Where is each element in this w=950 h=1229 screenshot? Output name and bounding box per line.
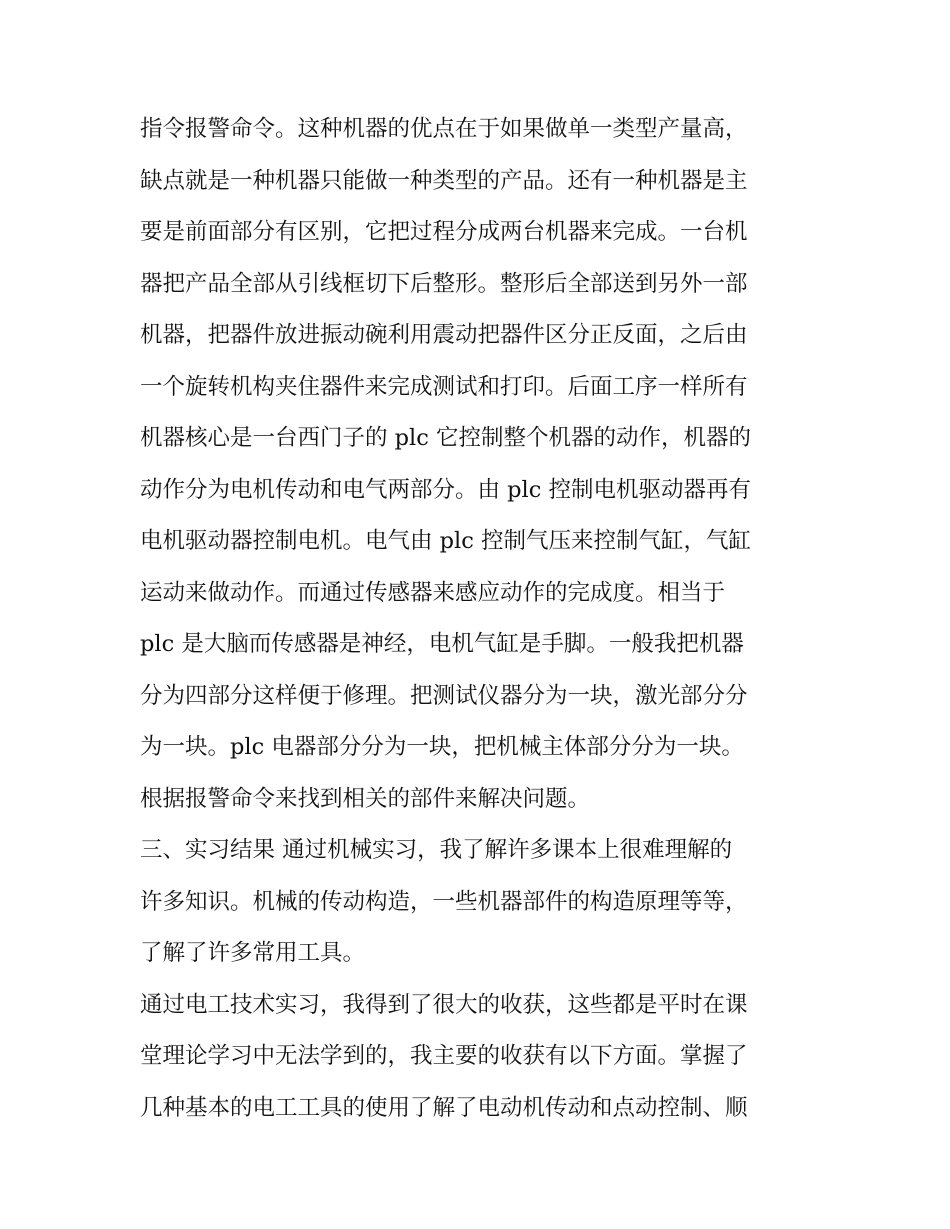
text-line: 许多知识。机械的传动构造，一些机器部件的构造原理等等， <box>140 888 748 915</box>
text-line: 为一块。plc 电器部分分为一块，把机械主体部分分为一块。 <box>140 734 744 760</box>
text-line: 机器核心是一台西门子的 plc 它控制整个机器的动作，机器的 <box>140 425 752 451</box>
text-line: 通过电工技术实习，我得到了很大的收获，这些都是平时在课 <box>140 991 748 1018</box>
text-line: 机器，把器件放进振动碗利用震动把器件区分正反面，之后由 <box>140 322 748 348</box>
text-line: 了解了许多常用工具。 <box>140 940 366 966</box>
text-line: 一个旋转机构夹住器件来完成测试和打印。后面工序一样所有 <box>140 373 748 400</box>
text-line: 器把产品全部从引线框切下后整形。整形后全部送到另外一部 <box>140 270 748 297</box>
text-line: 动作分为电机传动和电气两部分。由 plc 控制电机驱动器再有 <box>140 476 752 503</box>
section-heading-line: 三、实习结果 通过机械实习，我了解许多课本上很难理解的 <box>140 837 733 863</box>
text-line: 缺点就是一种机器只能做一种类型的产品。还有一种机器是主 <box>140 167 748 194</box>
text-line: plc 是大脑而传感器是神经，电机气缸是手脚。一般我把机器 <box>140 631 744 657</box>
text-line: 堂理论学习中无法学到的，我主要的收获有以下方面。掌握了 <box>140 1043 748 1069</box>
text-line: 要是前面部分有区别，它把过程分成两台机器来完成。一台机 <box>140 219 748 245</box>
text-line: 指令报警命令。这种机器的优点在于如果做单一类型产量高， <box>140 116 748 142</box>
text-line: 分为四部分这样便于修理。把测试仪器分为一块，激光部分分 <box>140 682 748 709</box>
text-line: 几种基本的电工工具的使用了解了电动机传动和点动控制、顺 <box>140 1094 748 1121</box>
body-text <box>140 104 820 1134</box>
text-line: 根据报警命令来找到相关的部件来解决问题。 <box>140 785 591 812</box>
text-line: 运动来做动作。而通过传感器来感应动作的完成度。相当于 <box>140 579 726 606</box>
text-line: 电机驱动器控制电机。电气由 plc 控制气压来控制气缸，气缸 <box>140 528 752 554</box>
